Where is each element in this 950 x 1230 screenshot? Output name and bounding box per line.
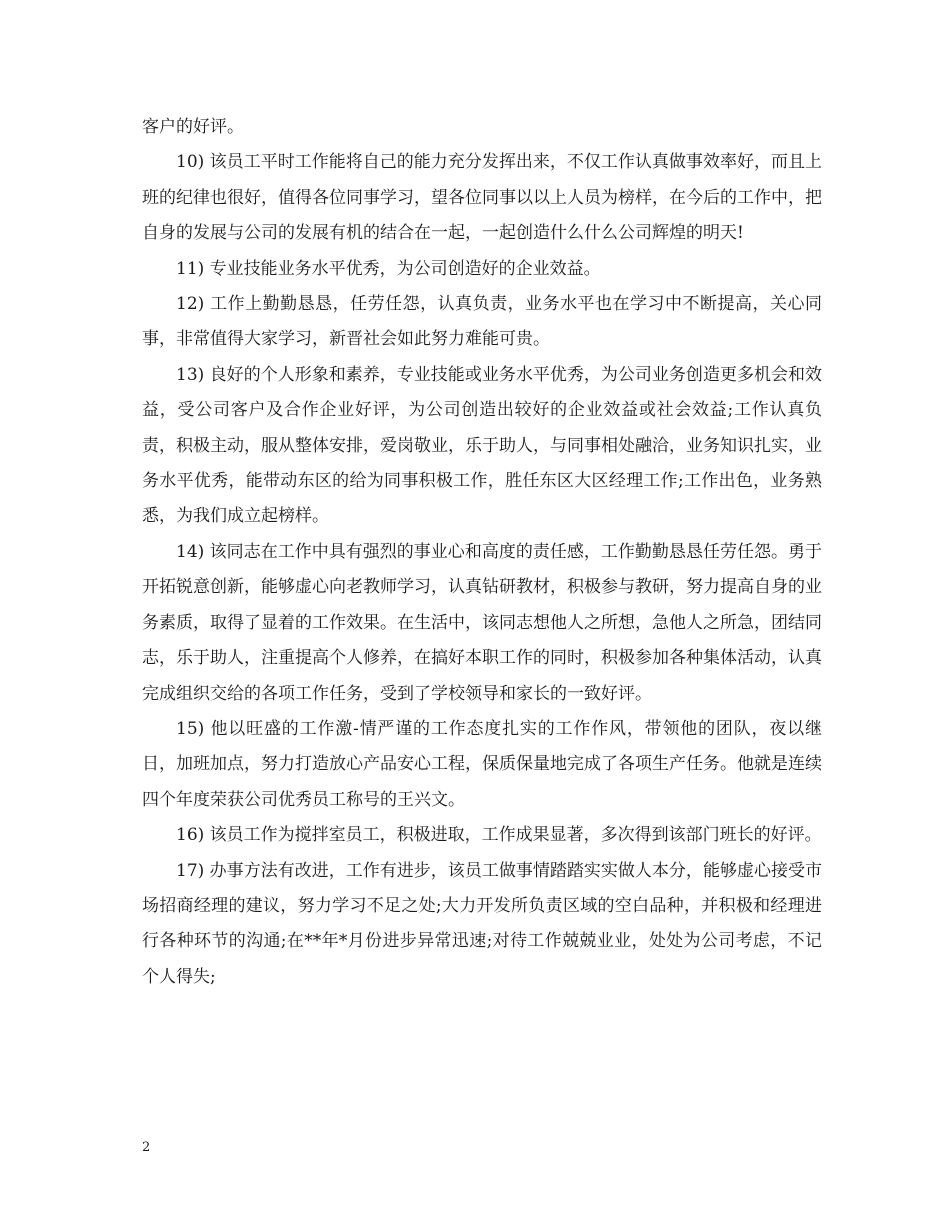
paragraph-15: 15) 他以旺盛的工作激-情严谨的工作态度扎实的工作作风，带领他的团队，夜以继日，加班加点，努力打造放心产品安心工程，保质保量地完成了各项生产任务。他就是连续四个年度荣获公司优秀员工称号的王兴文。 xyxy=(142,718,822,810)
paragraph-11: 11) 专业技能业务水平优秀，为公司创造好的企业效益。 xyxy=(176,258,601,279)
paragraph-17: 17) 办事方法有改进，工作有进步，该员工做事情踏踏实实做人本分，能够虚心接受市场招商经理的建议，努力学习不足之处;大力开发所负责区域的空白品种，并积极和经理进行各种环节的沟通;在**年*月份进步异常迅速;对待工作兢兢业业，处处为公司考虑，不记个人得失; xyxy=(142,860,822,987)
page-number: 2 xyxy=(142,1140,151,1155)
paragraph-14: 14) 该同志在工作中具有强烈的事业心和高度的责任感，工作勤勤恳恳任劳任怨。勇于开拓锐意创新，能够虚心向老教师学习，认真钻研教材，积极参与教研，努力提高自身的业务素质，取得了显着的工作效果。在生活中，该同志想他人之所想，急他人之所急，团结同志，乐于助人，注重提高个人修养，在搞好本职工作的同时，积极参加各种集体活动，认真完成组织交给的各项工作任务，受到了学校领导和家长的一致好评。 xyxy=(142,541,822,704)
paragraph-10: 10) 该员工平时工作能将自己的能力充分发挥出来，不仅工作认真做事效率好，而且上班的纪律也很好，值得各位同事学习，望各位同事以以上人员为榜样，在今后的工作中，把自身的发展与公司的发展有机的结合在一起，一起创造什么什么公司辉煌的明天! xyxy=(142,152,822,244)
paragraph-continuation: 客户的好评。 xyxy=(142,117,244,137)
body-text xyxy=(142,110,822,995)
paragraph-12: 12) 工作上勤勤恳恳，任劳任怨，认真负责，业务水平也在学习中不断提高，关心同事，非常值得大家学习，新晋社会如此努力难能可贵。 xyxy=(142,294,822,350)
paragraph-13: 13) 良好的个人形象和素养，专业技能或业务水平优秀，为公司业务创造更多机会和效益，受公司客户及合作企业好评，为公司创造出较好的企业效益或社会效益;工作认真负责，积极主动，服从整体安排，爱岗敬业，乐于助人，与同事相处融洽，业务知识扎实，业务水平优秀，能带动东区的给为同事积极工作，胜任东区大区经理工作;工作出色，业务熟悉，为我们成立起榜样。 xyxy=(142,364,822,527)
paragraph-16: 16) 该员工作为搅拌室员工，积极进取，工作成果显著，多次得到该部门班长的好评。 xyxy=(176,825,822,846)
